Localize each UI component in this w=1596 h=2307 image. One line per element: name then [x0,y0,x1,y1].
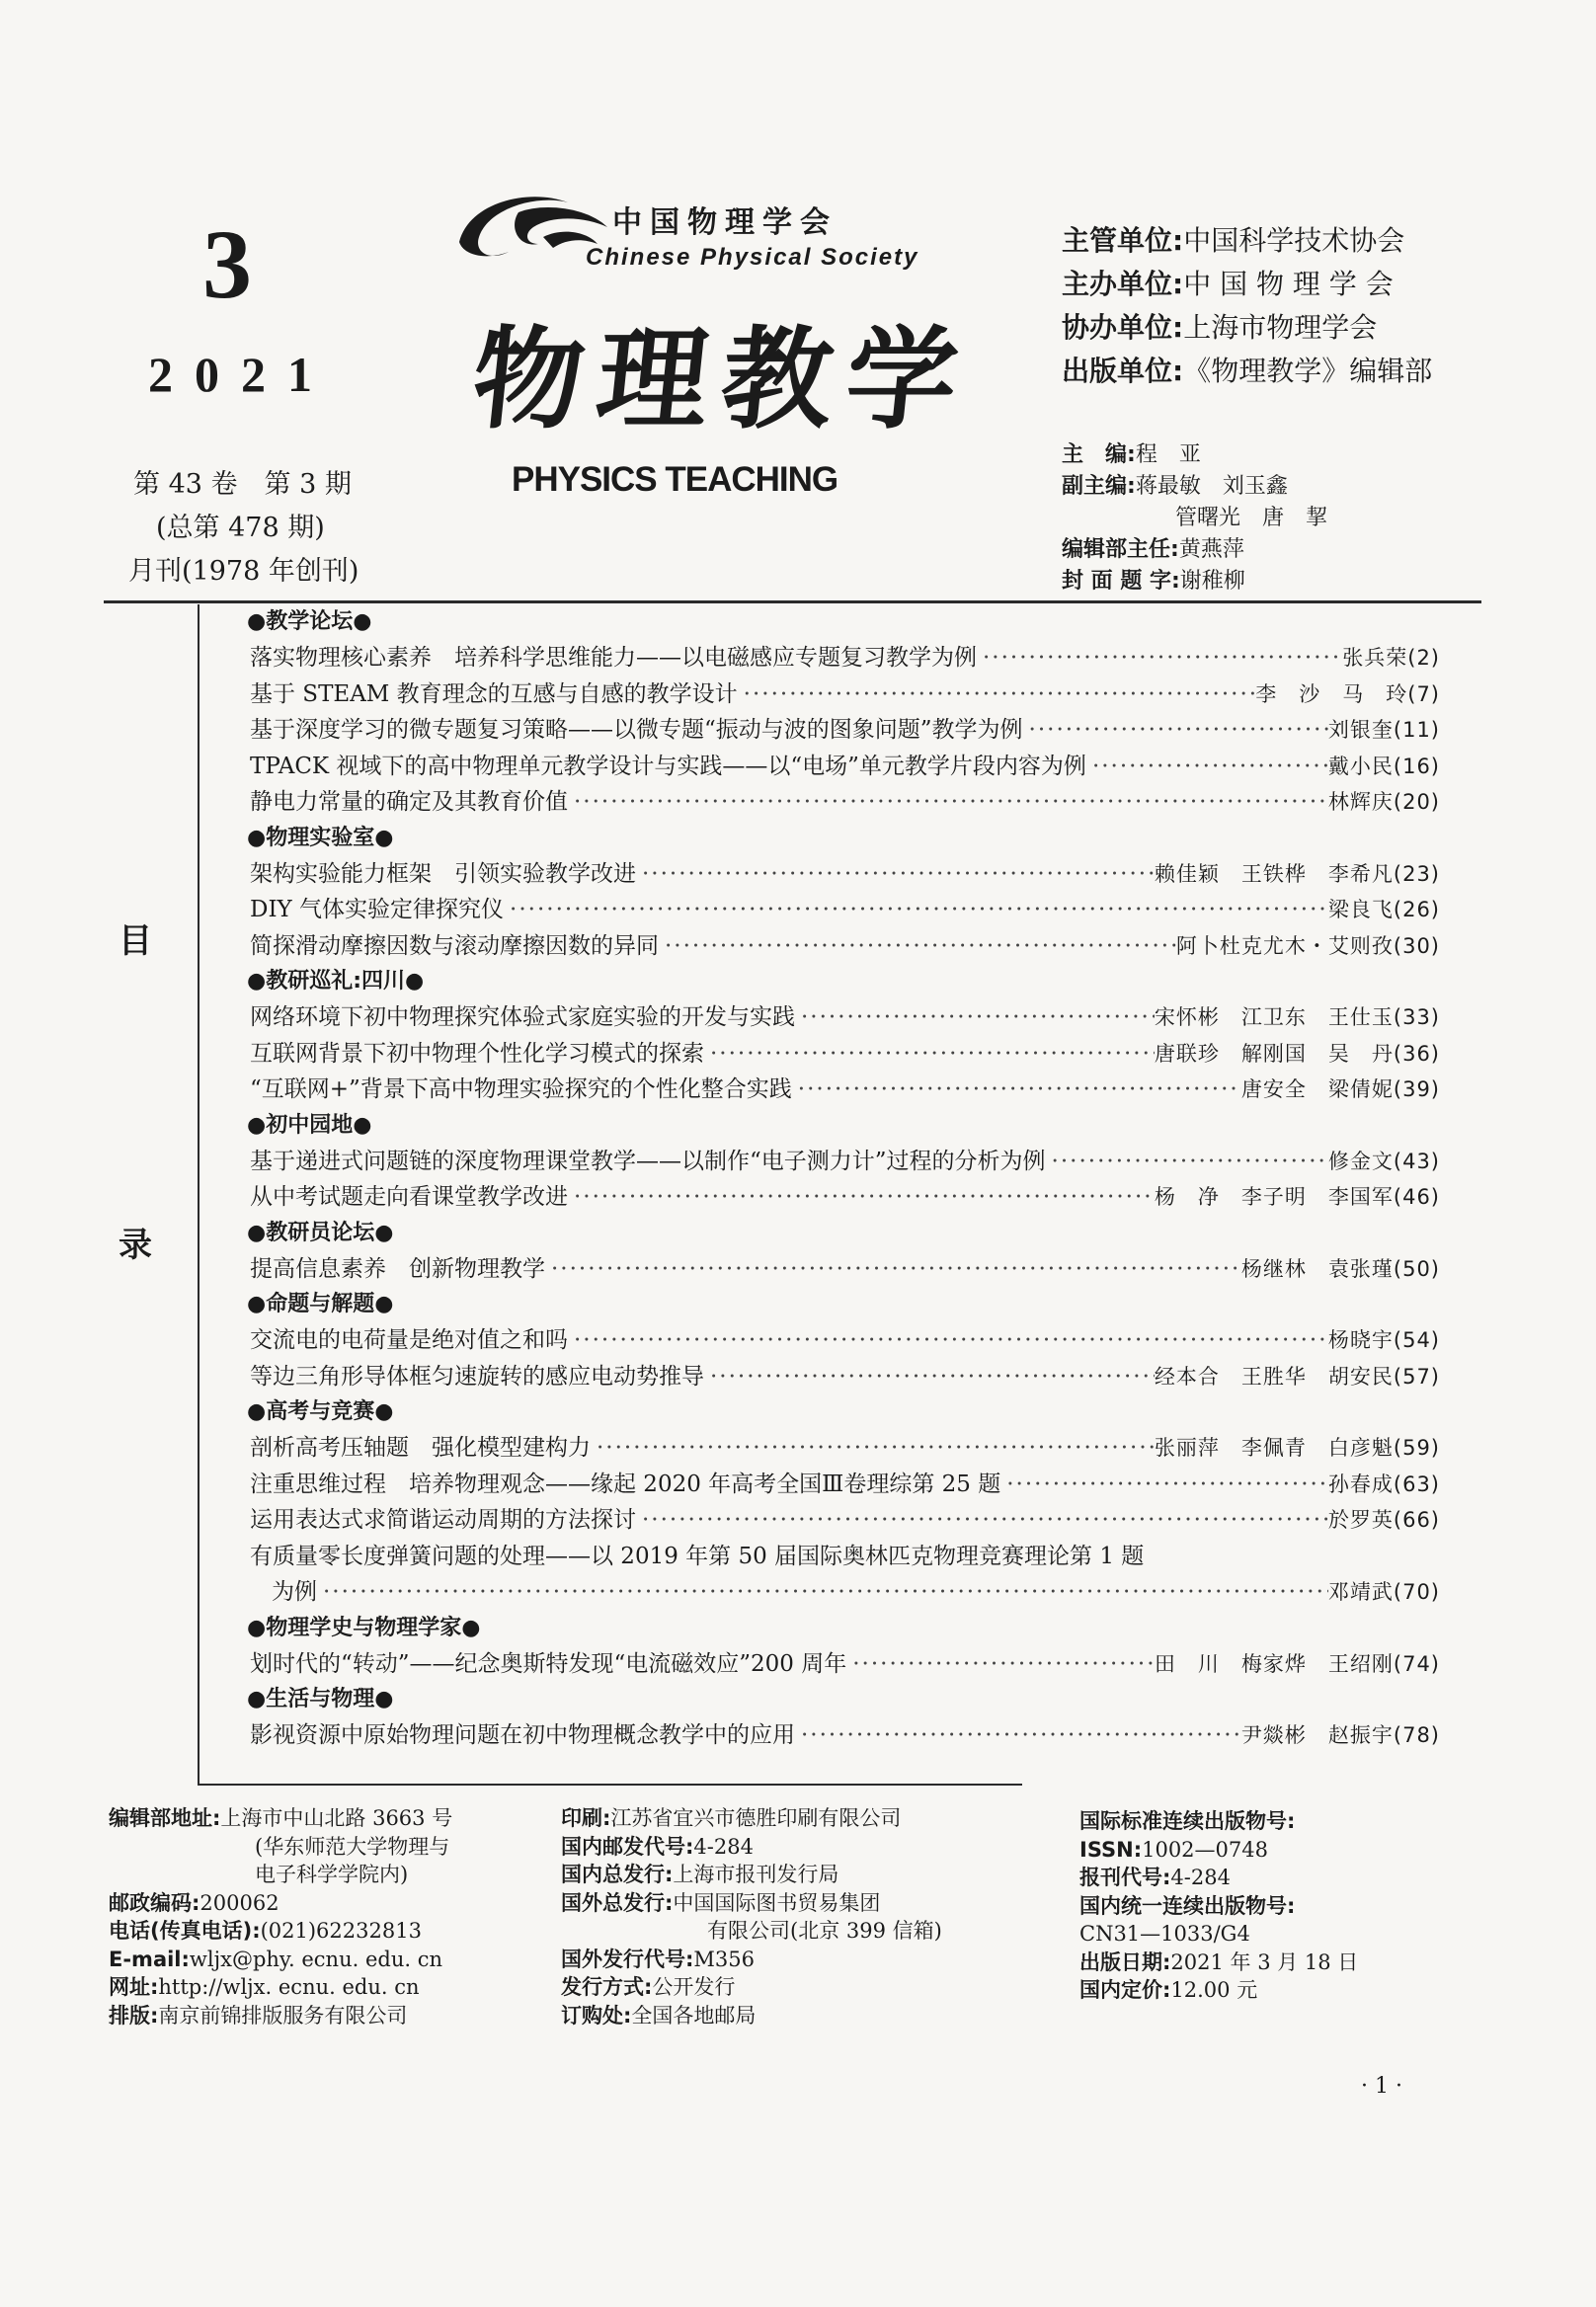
toc-entry-title: 从中考试题走向看课堂教学改进 [250,1184,568,1210]
footer-row [1079,1949,1358,1977]
toc-leader-dots [568,1322,1328,1359]
footer-value: 江苏省宜兴市德胜印刷有限公司 [610,1806,902,1830]
toc-leader-dots [792,1072,1241,1108]
issue-year: 2021 [148,347,334,402]
publisher-key: 主办单位: [1062,268,1184,300]
toc-entry-author: 梁良飞(26) [1327,898,1440,921]
toc-entry-title-continued: 为例 [272,1579,317,1605]
toc-entry-author: 杨晓宇(54) [1327,1328,1440,1352]
footer-row [561,1917,942,1946]
page-number: · 1 · [1361,2074,1402,2099]
toc-entry-author: 林辉庆(20) [1327,790,1440,814]
editors-block [1062,439,1327,597]
footer-row [561,1804,942,1833]
contents-vertical-divider [198,604,200,1785]
footer-key: 网址: [109,1975,159,1999]
toc-entry-author: 唐联珍 解刚国 吴 丹(36) [1154,1041,1440,1066]
toc-entry-title-line[interactable]: 有质量零长度弹簧问题的处理——以 2019 年第 50 届国际奥林匹克物理竞赛理论第 1 题 [250,1543,1145,1569]
toc-leader-dots [795,1717,1241,1754]
deputy-editor-names: 管曙光 唐 挈 [1175,506,1328,530]
toc-entry-title: 运用表达式求简谐运动周期的方法探讨 [250,1507,636,1533]
publisher-value: 中国科学技术协会 [1183,224,1405,257]
publisher-block [1062,219,1432,393]
footer-value: 有限公司(北京 399 信箱) [707,1919,942,1943]
toc-leader-dots [1086,749,1328,785]
footer-value: M356 [693,1947,755,1971]
cover-calligraphy-name: 谢稚柳 [1179,569,1245,594]
footer-value: 南京前锦排版服务有限公司 [158,2003,408,2028]
footer-value: 上海市报刊发行局 [673,1863,839,1886]
toc-leader-dots [636,856,1155,893]
volume-issue: 第 43 卷 第 3 期 [133,469,352,500]
footer-value: 公开发行 [652,1975,736,1999]
toc-leader-dots [846,1646,1155,1683]
footer-row [109,1861,452,1889]
footer-row [109,1946,452,1974]
toc-entry[interactable] [250,1717,1440,1754]
deputy-editor-names: 蒋最敏 刘玉鑫 [1135,474,1288,499]
toc-entry[interactable] [250,1646,1440,1683]
publisher-key: 协办单位: [1062,311,1184,344]
footer-key: 国外发行代号: [561,1947,694,1971]
footer-key: 国内统一连续出版物号: [1079,1893,1296,1918]
contents-label-second: 录 [119,1226,152,1265]
toc-entry-title: 基于 STEAM 教育理念的互感与自感的教学设计 [250,680,738,707]
toc-entry-author: 唐安全 梁倩妮(39) [1240,1077,1440,1101]
footer-row [561,1833,942,1862]
toc-section-heading: ●命题与解题● [247,1292,394,1316]
toc-entry-title: DIY 气体实验定律探究仪 [250,897,505,922]
footer-key: 国内邮发代号: [561,1834,694,1859]
footer-key: E-mail: [109,1947,190,1971]
toc-leader-dots [545,1251,1241,1288]
toc-entry-title: 等边三角形导体框匀速旋转的感应电动势推导 [250,1363,704,1390]
toc-leader-dots [317,1574,1328,1611]
toc-entry-author: 刘银奎(11) [1327,718,1440,742]
publisher-value: 《物理教学》编辑部 [1183,355,1433,387]
publisher-value: 上海市物理学会 [1183,311,1378,344]
footer-key: 订购处: [561,2003,632,2028]
publisher-key: 出版单位: [1062,355,1184,387]
toc-entry[interactable] [250,640,1440,676]
footer-distribution-info [561,1804,942,2029]
society-name-cn: 中国物理学会 [612,205,838,240]
toc-entry-title: 网络环境下初中物理探究体验式家庭实验的开发与实践 [250,1004,795,1030]
toc-section-heading: ●生活与物理● [247,1687,394,1711]
toc-entry[interactable] [250,1144,1440,1180]
footer-row [561,1946,942,1974]
footer-editorial-info [109,1804,452,2029]
toc-leader-dots [738,676,1256,713]
toc-entry-title: 互联网背景下初中物理个性化学习模式的探索 [250,1040,704,1067]
footer-value: 200062 [200,1890,279,1915]
toc-entry-author: 邓靖武(70) [1327,1580,1440,1604]
toc-section-heading: ●教研巡礼:四川● [247,969,425,994]
toc-entry-author: 修金文(43) [1327,1149,1440,1173]
footer-key: 电话(传真电话): [109,1919,261,1943]
footer-value: 上海市中山北路 3663 号 [220,1806,453,1830]
footer-row [1079,1892,1358,1921]
footer-value: 1002—0748 [1142,1837,1268,1862]
toc-leader-dots [977,640,1342,676]
toc-entry[interactable] [250,1467,1440,1503]
toc-entry[interactable] [250,1179,1440,1216]
toc-section-heading: ●教研员论坛● [247,1220,394,1245]
toc-section-heading: ●物理实验室● [247,825,394,850]
toc-entry[interactable] [250,1359,1440,1395]
toc-entry-author: 张丽萍 李佩青 白彦魁(59) [1154,1436,1440,1460]
footer-key: 排版: [109,2003,159,2028]
toc-entry-title: 影视资源中原始物理问题在初中物理概念教学中的应用 [250,1722,795,1748]
toc-entry[interactable] [250,676,1440,713]
footer-key: 邮政编码: [109,1890,200,1915]
footer-key: 出版日期: [1079,1949,1171,1974]
toc-entry[interactable] [250,784,1440,821]
toc-leader-dots [568,784,1328,821]
footer-value: 4-284 [1170,1866,1231,1889]
toc-entry[interactable] [250,1502,1440,1539]
toc-entry[interactable] [250,1072,1440,1108]
footer-row [1079,1836,1358,1865]
deputy-editor-key: 副主编: [1062,474,1136,499]
toc-entry-title: 提高信息素养 创新物理教学 [250,1255,545,1282]
toc-entry-author: 阿卜杜克尤木・艾则孜(30) [1175,933,1440,958]
toc-entry-title: 基于深度学习的微专题复习策略——以微专题“振动与波的图象问题”教学为例 [250,717,1023,743]
toc-entry-title: 静电力常量的确定及其教育价值 [250,789,568,815]
deputy-editor-row [1062,471,1327,503]
toc-leader-dots [704,1036,1155,1073]
toc-leader-dots [1000,1467,1328,1503]
footer-key: 印刷: [561,1806,611,1830]
footer-key: 国内定价: [1079,1978,1171,2002]
toc-leader-dots [504,892,1328,928]
footer-key: 报刊代号: [1079,1866,1171,1889]
toc-entry-title: 简探滑动摩擦因数与滚动摩擦因数的异同 [250,932,659,959]
publisher-row [1062,219,1432,263]
footer-value: 4-284 [693,1834,754,1859]
toc-entry-author: 赖佳颖 王铁桦 李希凡(23) [1154,861,1440,886]
toc-entry-title: “互联网+”背景下高中物理实验探究的个性化整合实践 [250,1076,792,1102]
footer-row [109,1917,452,1946]
footer-row [561,1889,942,1918]
society-name-en: Chinese Physical Society [586,244,919,271]
cover-calligraphy-key: 封 面 题 字: [1062,569,1180,594]
footer-value: 电子科学学院内) [255,1863,409,1886]
toc-entry[interactable] [250,1322,1440,1359]
footer-key: 国外总发行: [561,1890,674,1915]
footer-row [561,1973,942,2002]
toc-leader-dots [704,1359,1155,1395]
office-director-row [1062,534,1327,566]
footer-value: 全国各地邮局 [631,2003,757,2028]
cover-calligraphy-row [1062,566,1327,597]
total-issue: (总第 478 期) [156,513,325,543]
footer-row [1079,1920,1358,1949]
publisher-value: 中 国 物 理 学 会 [1183,268,1394,300]
toc-leader-dots [591,1430,1155,1467]
toc-entry[interactable] [250,1430,1440,1467]
toc-leader-dots [1046,1144,1328,1180]
office-director-name: 黄燕萍 [1178,537,1244,562]
website-link[interactable]: http://wljx. ecnu. edu. cn [158,1975,420,1999]
toc-entry[interactable] [250,892,1440,928]
footer-row [1079,1976,1358,2005]
footer-row [109,2002,452,2030]
footer-value: 12.00 元 [1170,1978,1258,2002]
toc-entry[interactable] [250,1036,1440,1073]
toc-entry[interactable] [250,999,1440,1036]
footer-row [109,1833,452,1862]
footer-row [561,2002,942,2030]
office-director-key: 编辑部主任: [1062,537,1179,562]
toc-entry-title: 注重思维过程 培养物理观念——缘起 2020 年高考全国Ⅲ卷理综第 25 题 [250,1471,1001,1497]
toc-entry-author: 李 沙 马 玲(7) [1255,681,1440,706]
toc-entry[interactable] [250,1251,1440,1288]
toc-entry[interactable] [250,928,1440,965]
toc-entry-title: 基于递进式问题链的深度物理课堂教学——以制作“电子测力计”过程的分析为例 [250,1148,1046,1174]
chief-editor-row [1062,439,1327,471]
publisher-row [1062,263,1432,306]
footer-value: CN31—1033/G4 [1079,1922,1250,1946]
toc-leader-dots [636,1502,1328,1539]
toc-entry-author: 杨继林 袁张瑾(50) [1240,1256,1440,1281]
contents-bottom-divider [198,1784,1022,1786]
issue-number: 3 [202,209,252,319]
toc-leader-dots [795,999,1155,1036]
toc-entry-author: 张兵荣(2) [1342,646,1440,670]
toc-entry[interactable] [250,856,1440,893]
toc-section-heading: ●高考与竞赛● [247,1399,394,1424]
table-of-contents [247,604,1440,1754]
top-divider [104,600,1481,603]
contents-label-first: 目 [119,921,152,961]
toc-entry-title: 划时代的“转动”——纪念奥斯特发现“电流磁效应”200 周年 [250,1650,847,1677]
toc-entry-author: 戴小民(16) [1327,754,1440,778]
footer-serial-info [1079,1807,1358,2005]
toc-leader-dots [659,928,1176,965]
footer-row [561,1861,942,1889]
toc-entry-author: 宋怀彬 江卫东 王仕玉(33) [1154,1005,1440,1029]
chief-editor-key: 主 编: [1062,442,1136,467]
toc-section-heading: ●教学论坛● [247,609,372,634]
footer-row [1079,1807,1358,1836]
toc-entry[interactable] [250,749,1440,785]
footer-value: (021)62232813 [260,1919,422,1943]
toc-entry[interactable] [250,712,1440,749]
toc-leader-dots [568,1179,1155,1216]
publisher-row [1062,306,1432,350]
footer-key: 发行方式: [561,1975,653,1999]
footer-value: (华东师范大学物理与 [255,1834,450,1859]
toc-entry-author: 杨 净 李子明 李国军(46) [1154,1185,1440,1209]
footer-key: 国内总发行: [561,1863,674,1886]
footer-row [109,1804,452,1833]
footer-row [109,1889,452,1918]
journal-title-en: PHYSICS TEACHING [512,460,838,499]
toc-section-heading: ●物理学史与物理学家● [247,1615,481,1640]
toc-entry-title: 交流电的电荷量是绝对值之和吗 [250,1327,568,1353]
journal-title-cn: 物理教学 [466,315,978,444]
footer-value: 2021 年 3 月 18 日 [1170,1949,1359,1974]
toc-entry-title: 落实物理核心素养 培养科学思维能力——以电磁感应专题复习教学为例 [250,645,977,671]
publisher-key: 主管单位: [1062,224,1184,257]
toc-entry-title: 剖析高考压轴题 强化模型建构力 [250,1435,591,1461]
footer-row [1079,1864,1358,1892]
toc-section-heading: ●初中园地● [247,1112,372,1138]
publication-frequency: 月刊(1978 年创刊) [128,556,359,587]
footer-value: 中国国际图书贸易集团 [673,1890,881,1915]
toc-entry[interactable] [250,1574,1440,1611]
footer-key: 编辑部地址: [109,1806,221,1830]
toc-entry-author: 经本合 王胜华 胡安民(57) [1154,1364,1440,1389]
toc-leader-dots [1023,712,1328,749]
email-link[interactable]: wljx@phy. ecnu. edu. cn [189,1947,442,1971]
chief-editor-name: 程 亚 [1135,442,1201,467]
deputy-editor-row [1062,503,1327,534]
toc-entry-title: TPACK 视域下的高中物理单元教学设计与实践——以“电场”单元教学片段内容为例 [250,753,1086,779]
publisher-row [1062,350,1432,393]
footer-key: 国际标准连续出版物号: [1079,1809,1296,1833]
toc-entry-author: 於罗英(66) [1327,1508,1440,1532]
footer-row [109,1973,452,2002]
toc-entry-author: 田 川 梅家烨 王绍刚(74) [1154,1651,1440,1676]
toc-entry-title: 架构实验能力框架 引领实验教学改进 [250,860,636,887]
toc-entry-author: 孙春成(63) [1327,1472,1440,1496]
toc-entry-author: 尹燚彬 赵振宇(78) [1240,1723,1440,1747]
footer-key: ISSN: [1079,1837,1143,1862]
